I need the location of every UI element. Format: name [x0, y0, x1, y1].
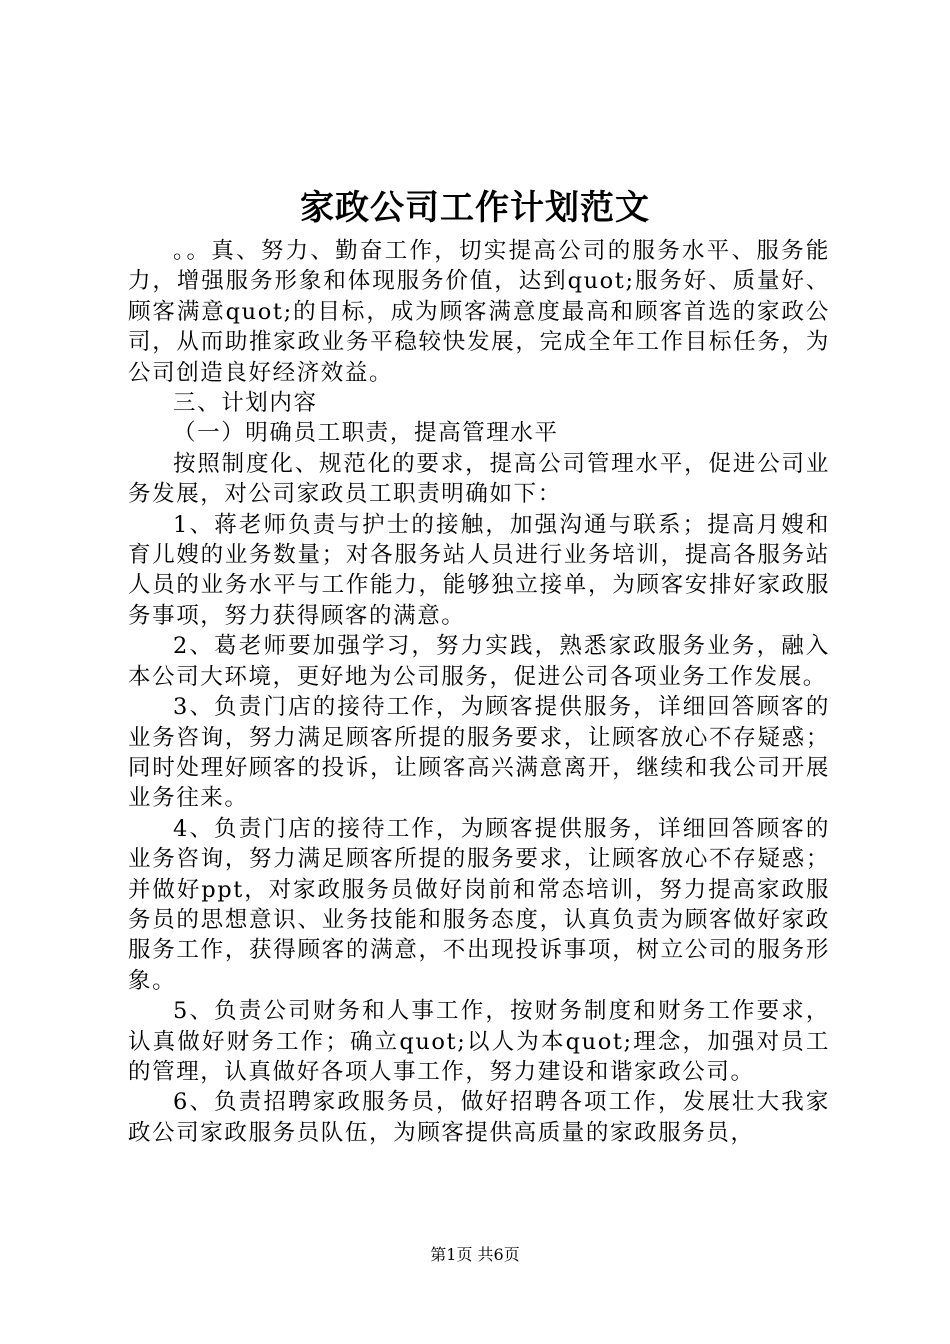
document-title: 家政公司工作计划范文	[300, 188, 650, 228]
document-body	[128, 236, 830, 1148]
paragraph: 4、负责门店的接待工作，为顾客提供服务，详细回答顾客的业务咨询，努力满足顾客所提的服务要求，让顾客放心不存疑惑；并做好ppt，对家政服务员做好岗前和常态培训，努力提高家政服务员的思想意识、业务技能和服务态度，认真负责为顾客做好家政服务工作，获得顾客的满意，不出现投诉事项，树立公司的服务形象。	[128, 815, 830, 994]
paragraph: 3、负责门店的接待工作，为顾客提供服务，详细回答顾客的业务咨询，努力满足顾客所提的服务要求，让顾客放心不存疑惑；同时处理好顾客的投诉，让顾客高兴满意离开，继续和我公司开展业务往来。	[128, 694, 830, 812]
paragraph: 。。真、努力、勤奋工作，切实提高公司的服务水平、服务能力，增强服务形象和体现服务价值，达到quot;服务好、质量好、顾客满意quot;的目标，成为顾客满意度最高和顾客首选的家政公司，从而助推家政业务平稳较快发展，完成全年工作目标任务，为公司创造良好经济效益。	[128, 238, 830, 386]
paragraph: 1、蒋老师负责与护士的接触，加强沟通与联系；提高月嫂和育儿嫂的业务数量；对各服务站人员进行业务培训，提高各服务站人员的业务水平与工作能力，能够独立接单，为顾客安排好家政服务事项，努力获得顾客的满意。	[128, 511, 830, 629]
subsection-heading: （一）明确员工职责，提高管理水平	[173, 420, 559, 447]
paragraph: 5、负责公司财务和人事工作，按财务制度和财务工作要求，认真做好财务工作；确立quot;以人为本quot;理念，加强对员工的管理，认真做好各项人事工作，努力建设和谐家政公司。	[128, 998, 830, 1085]
section-heading: 三、计划内容	[173, 390, 318, 417]
page-footer: 第1页 共6页	[430, 1245, 520, 1264]
paragraph: 2、葛老师要加强学习，努力实践，熟悉家政服务业务，融入本公司大环境，更好地为公司服务，促进公司各项业务工作发展。	[128, 633, 830, 690]
paragraph: 6、负责招聘家政服务员，做好招聘各项工作，发展壮大我家政公司家政服务员队伍，为顾客提供高质量的家政服务员，	[128, 1089, 830, 1146]
paragraph: 按照制度化、规范化的要求，提高公司管理水平，促进公司业务发展，对公司家政员工职责明确如下：	[128, 450, 830, 508]
